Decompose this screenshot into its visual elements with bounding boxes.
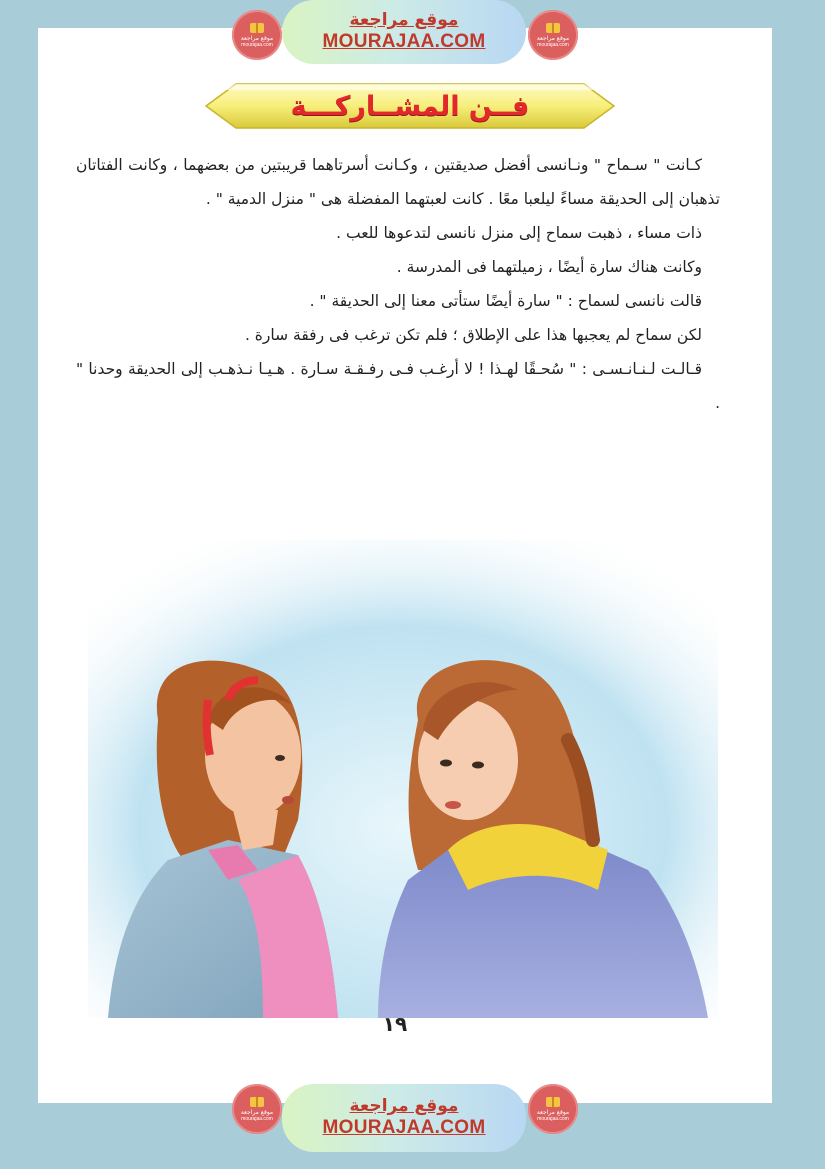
site-badge-left-bottom[interactable] [232, 1084, 282, 1134]
badge-url-text: mourajaa.com [537, 41, 569, 48]
book-icon [546, 1097, 560, 1107]
story-illustration [88, 520, 718, 1018]
book-icon [250, 23, 264, 33]
badge-arabic-text: موقع مراجعة [240, 34, 274, 42]
page-number: ١٩ [382, 1012, 408, 1036]
two-girls-illustration [88, 520, 718, 1018]
book-icon [546, 23, 560, 33]
story-paragraph: وكانت هناك سارة أيضًا ، زميلتهما فى المدرسة . [396, 258, 702, 276]
site-arabic-name[interactable]: موقع مراجعة [349, 10, 459, 30]
site-badge-right-top[interactable] [528, 10, 578, 60]
story-paragraph: ذات مساء ، ذهبت سماح إلى منزل نانسى لتدعوها للعب . [336, 224, 702, 242]
story-paragraph: قـالـت لـنـانـسـى : " سُحـقًا لهـذا ! لا أرغـب فـى رفـقـة سـارة . هـيـا نـذهـب إلى الحديقة وحدنا " . [76, 360, 720, 412]
badge-arabic-text: موقع مراجعة [536, 1108, 570, 1116]
badge-url-text: mourajaa.com [241, 1115, 273, 1122]
story-paragraph: قالت نانسى لسماح : " سارة أيضًا ستأتى معنا إلى الحديقة " . [309, 292, 702, 310]
title-ribbon [196, 80, 624, 132]
story-text [76, 148, 720, 420]
site-banner-top[interactable] [282, 0, 526, 64]
site-badge-right-bottom[interactable] [528, 1084, 578, 1134]
badge-url-text: mourajaa.com [537, 1115, 569, 1122]
site-badge-left-top[interactable] [232, 10, 282, 60]
site-arabic-name[interactable]: موقع مراجعة [349, 1096, 459, 1116]
site-url[interactable]: MOURAJAA.COM [322, 31, 486, 52]
badge-arabic-text: موقع مراجعة [536, 34, 570, 42]
badge-url-text: mourajaa.com [241, 41, 273, 48]
site-url[interactable]: MOURAJAA.COM [322, 1117, 486, 1138]
story-paragraph: لكن سماح لم يعجبها هذا على الإطلاق ؛ فلم تكن ترغب فى رفقة سارة . [244, 326, 702, 344]
book-icon [250, 1097, 264, 1107]
story-paragraph: كـانت " سـماح " ونـانسى أفضل صديقتين ، وكـانت أسرتاهما قريبتين من بعضهما ، وكانت الفتاتان تذهبان إلى الحديقة مساءً ليلعبا معًا . كانت لعبتهما المفضلة هى " منزل الدمية " . [76, 156, 720, 208]
site-banner-bottom[interactable] [282, 1084, 526, 1152]
lesson-title: فــن المشــاركـــة [290, 90, 530, 122]
badge-arabic-text: موقع مراجعة [240, 1108, 274, 1116]
